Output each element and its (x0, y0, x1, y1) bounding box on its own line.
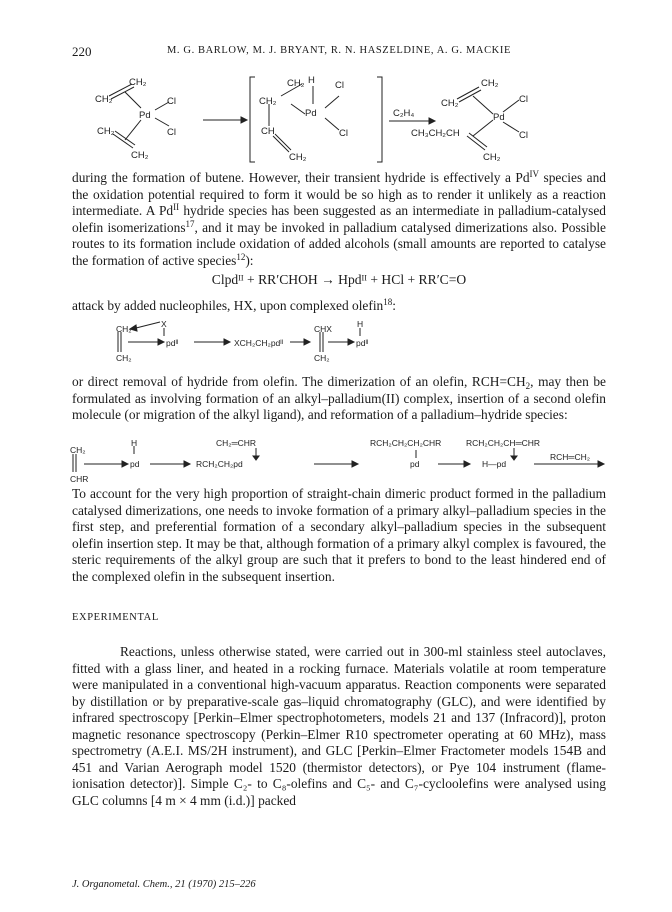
scheme1-r-cl-2: Cl (519, 130, 528, 141)
scheme-dimerization (70, 440, 610, 486)
scheme3-pd-1: pd (130, 459, 140, 469)
scheme1-r-pd: Pd (493, 112, 505, 123)
p1e-text: ): (245, 252, 254, 268)
scheme1-ch2-bottom: CH₂ (131, 150, 149, 161)
scheme2-chx: CHX (314, 324, 332, 334)
scheme1-r-ch2-bottom: CH₂ (483, 152, 501, 163)
scheme1-int-pd: Pd (305, 108, 317, 119)
scheme1-r-ch2-left: CH₂ (441, 98, 459, 109)
p3a-text: or direct removal of hydride from olefin. The dimerization of an olefin, RCH=CH (72, 374, 526, 389)
scheme1-int-ch2-left: CH₂ (259, 96, 277, 107)
scheme3-chain2: RCH₂CH₂CH═CHR (466, 440, 541, 448)
scheme2-ch2: CH₂ (314, 353, 330, 362)
p1d-text: , and it may be invoked in palladium catalysed dimerizations also. Possible routes to its formation include oxidation of added alcohols (small amounts are reported to catalyse the formation of active species (72, 219, 606, 268)
p2-text: attack by added nucleophiles, HX, upon complexed olefin (72, 298, 384, 313)
scheme3-alkyl: RCH₂CH₂pd (196, 459, 243, 469)
scheme1-cl-1: Cl (167, 96, 176, 107)
scheme1-r-chain: CH₃CH₂CH (411, 128, 460, 139)
scheme1-int-cl-1: Cl (335, 80, 344, 91)
scheme2-ch2-bottom: CH₂ (116, 353, 132, 362)
paragraph-dimerization-mechanism (72, 374, 606, 424)
paragraph-hydride-discussion (72, 170, 606, 269)
scheme1-ch2-mid: CH₂ (97, 126, 115, 137)
scheme1-int-ch2-bottom: CH₂ (289, 152, 307, 163)
reference-12: 12 (236, 251, 246, 262)
oxidation-state-iv: IV (529, 169, 540, 179)
scheme2-pd-1: pdᴵᴵ (166, 338, 179, 348)
page-header (72, 44, 606, 62)
scheme-ethylene-insertion (95, 74, 595, 166)
scheme3-chr: CHR (70, 474, 89, 484)
scheme1-pd-left: Pd (139, 110, 151, 121)
p3-subscript: 2 (525, 381, 531, 391)
scheme1-ch2-top: CH₂ (129, 77, 147, 88)
paragraph-nucleophile-attack (72, 298, 606, 315)
scheme3-h: H (131, 440, 138, 448)
p1-text: during the formation of butene. However, their transient hydride is effectively a Pd (72, 170, 530, 185)
p1b-text: species and the oxidation potential required to form it would be so high as to render it unlikely as a reaction intermediate. A Pd (72, 170, 606, 218)
scheme1-reagent: C₂H₄ (393, 108, 415, 119)
scheme3-ch2: CH₂ (70, 445, 86, 455)
scheme2-pd-2: pdᴵᴵ (356, 338, 369, 348)
scheme2-x: X (161, 320, 167, 329)
scheme2-middle: XCH₂CH₂pdᴵᴵ (234, 338, 284, 348)
scheme-hx-attack (116, 320, 376, 362)
paragraph-straight-chain: To account for the very high proportion of straight-chain dimeric product formed in the palladium catalysed dimerizations, one needs to invoke formation of a primary alkyl–palladium species in the first step, and preferential formation of a secondary alkyl–palladium species in the subsequent olefin insertion step. It may be that, although formation of a primary alkyl complex is favoured, the steric requirements of the alkyl group are such that it prefers to bond to the least hindered end of the complexed olefin in the subsequent insertion. (72, 486, 606, 584)
scheme1-r-cl-1: Cl (519, 94, 528, 105)
p1c-text: hydride species has been suggested as an intermediate in palladium-catalysed olefin isomerizations (72, 203, 606, 235)
scheme3-chain1: RCH₂CH₂CH₂CHR (370, 440, 442, 448)
reference-18: 18 (383, 297, 393, 307)
p3b-text: , may then be formulated as involving formation of an alkyl–palladium(II) complex, insertion of a second olefin molecule (or migration of the alkyl ligand), and reformation of a palladium–hydride species: (72, 374, 607, 422)
scheme1-cl-2: Cl (167, 127, 176, 138)
scheme3-hpd: H—pd (482, 459, 507, 469)
equation-alcohol-oxidation: Clpdᴵᴵ + RR′CHOH → Hpdᴵᴵ + HCl + RR′C=O (211, 272, 467, 287)
scheme1-int-cl-2: Cl (339, 128, 348, 139)
scheme3-product: RCH═CH₂ (550, 452, 591, 462)
scheme3-olefin: CH₂═CHR (216, 440, 257, 448)
scheme1-ch2-left: CH₂ (95, 94, 113, 105)
oxidation-state-ii: II (173, 202, 180, 212)
scheme2-h: H (357, 320, 364, 329)
section-heading-experimental: EXPERIMENTAL (72, 612, 159, 623)
scheme3-pd-2: pd (410, 459, 420, 469)
reference-17: 17 (185, 218, 195, 229)
page-number: 220 (72, 44, 92, 59)
journal-citation: J. Organometal. Chem., 21 (1970) 215–226 (72, 879, 256, 890)
scheme1-int-ch: CH (261, 126, 275, 137)
paragraph-experimental-methods: Reactions, unless otherwise stated, were carried out in 300-ml stainless steel autoclaves, fitted with a glass liner, and heated in a rocking furnace. Materials volatile at room temperature were manipulated in a conventional high-vacuum apparatus. Reaction components were separated by distillation or by preparative-scale gas–liquid chromatography (GLC), and were identified by infrared spectroscopy [Perkin–Elmer spectrophotometers, models 21 and 137 (Infracord)], proton magnetic resonance spectroscopy (Perkin–Elmer R10 spectrometer operating at 60 MHz), mass spectrometry (A.E.I. MS/2H instrument), and GLC [Perkin–Elmer Fractometer models 154B and 451 and Varian Aerograph model 1520 (thermistor detectors), or Pye 104 instrument (flame-ionisation detector)]. Simple C₂- to C₈-olefins and C₅- and C₇-cycloolefins were analysed using GLC columns [4 m × 4 mm (i.d.)] packed (72, 644, 606, 808)
scheme2-ch2-top: CH₂ (116, 324, 132, 334)
scheme1-r-ch2-top: CH₂ (481, 78, 499, 89)
p2b-text: : (392, 298, 396, 313)
running-head: M. G. BARLOW, M. J. BRYANT, R. N. HASZELDINE, A. G. MACKIE (167, 45, 511, 56)
scheme1-int-ch2-top: CH₂ (287, 78, 305, 89)
scheme1-int-h: H (308, 75, 315, 86)
